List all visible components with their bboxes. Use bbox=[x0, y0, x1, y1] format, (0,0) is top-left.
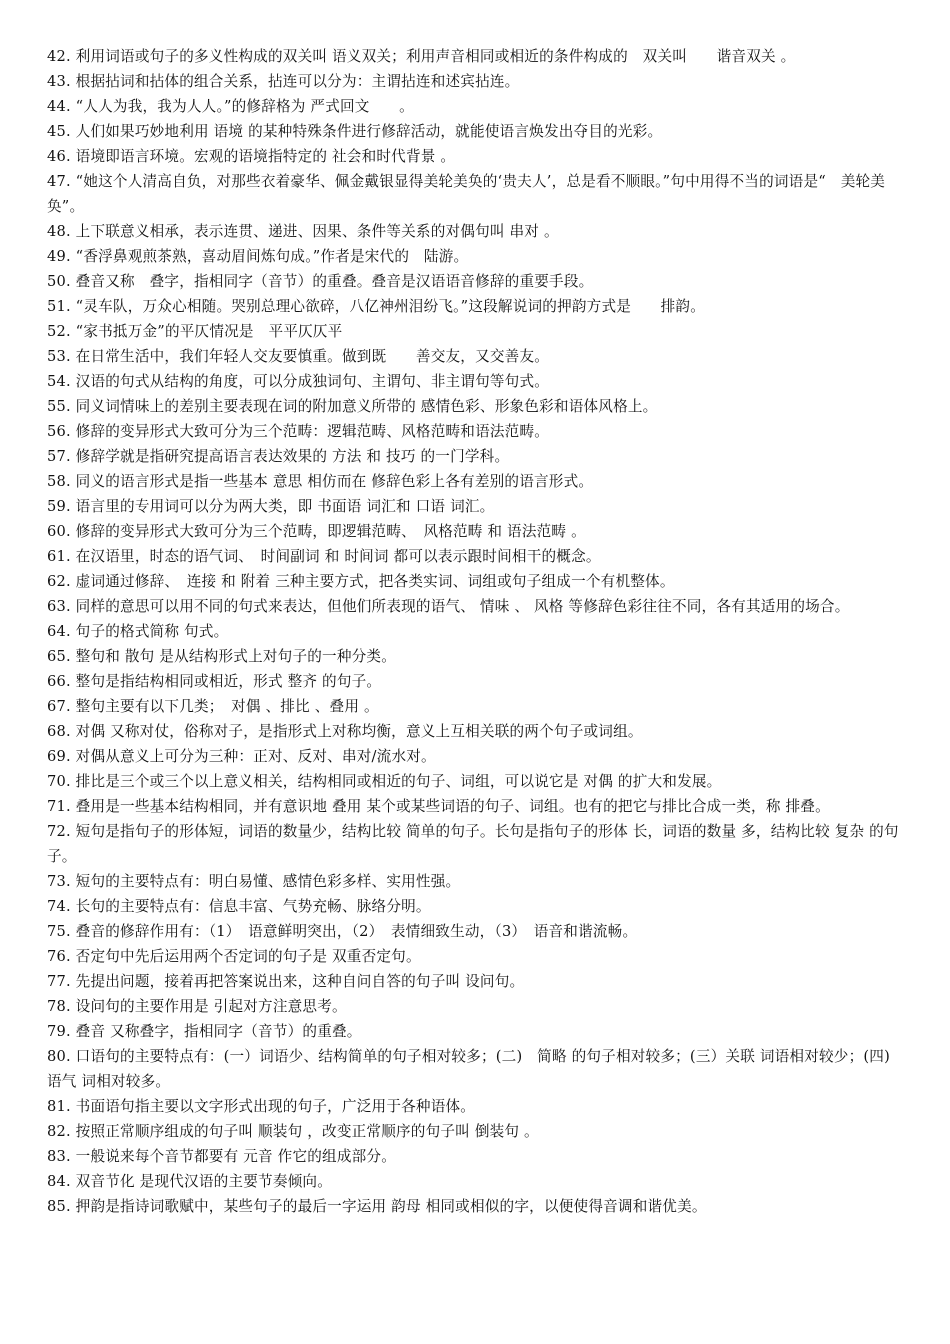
question-text: “灵车队，万众心相随。哭别总理心欲碎，八亿神州泪纷飞。”这段解说词的押韵方式是 排韵。 bbox=[75, 298, 706, 315]
question-number: 71. bbox=[47, 798, 71, 815]
question-item bbox=[47, 1194, 909, 1219]
question-number: 82. bbox=[47, 1123, 71, 1140]
question-item bbox=[47, 994, 909, 1019]
question-number: 54. bbox=[47, 373, 71, 390]
question-text: 叠音 又称叠字，指相同字（音节）的重叠。 bbox=[75, 1023, 362, 1040]
question-item bbox=[47, 1144, 909, 1169]
question-text: 对偶从意义上可分为三种：正对、反对、串对/流水对。 bbox=[75, 748, 436, 765]
document-body bbox=[47, 44, 909, 1219]
question-number: 60. bbox=[47, 523, 71, 540]
question-item bbox=[47, 919, 909, 944]
question-number: 74. bbox=[47, 898, 71, 915]
question-text: 在汉语里，时态的语气词、 时间副词 和 时间词 都可以表示跟时间相干的概念。 bbox=[75, 548, 601, 565]
question-item bbox=[47, 969, 909, 994]
question-text: 同义词情味上的差别主要表现在词的附加意义所带的 感情色彩、形象色彩和语体风格上。 bbox=[75, 398, 658, 415]
question-text: 叠音又称 叠字，指相同字（音节）的重叠。叠音是汉语语音修辞的重要手段。 bbox=[75, 273, 594, 290]
question-text: 句子的格式简称 句式。 bbox=[75, 623, 229, 640]
question-number: 79. bbox=[47, 1023, 71, 1040]
question-text: 口语句的主要特点有：(一）词语少、结构简单的句子相对较多；(二) 简略 的句子相对较多；(三）关联 词语相对较少；(四) 语气 词相对较多。 bbox=[47, 1048, 905, 1090]
question-text: 上下联意义相承，表示连贯、递进、因果、条件等关系的对偶句叫 串对 。 bbox=[75, 223, 559, 240]
question-text: 短句的主要特点有：明白易懂、感情色彩多样、实用性强。 bbox=[75, 873, 461, 890]
question-text: 一般说来每个音节都要有 元音 作它的组成部分。 bbox=[75, 1148, 397, 1165]
question-item bbox=[47, 444, 909, 469]
question-item bbox=[47, 1019, 909, 1044]
question-number: 55. bbox=[47, 398, 71, 415]
question-item bbox=[47, 119, 909, 144]
question-number: 64. bbox=[47, 623, 71, 640]
question-text: 对偶 又称对仗，俗称对子，是指形式上对称均衡，意义上互相关联的两个句子或词组。 bbox=[75, 723, 643, 740]
question-item bbox=[47, 669, 909, 694]
question-item bbox=[47, 94, 909, 119]
question-item bbox=[47, 44, 909, 69]
question-number: 45. bbox=[47, 123, 71, 140]
question-item bbox=[47, 744, 909, 769]
question-text: 双音节化 是现代汉语的主要节奏倾向。 bbox=[75, 1173, 332, 1190]
question-number: 80. bbox=[47, 1048, 71, 1065]
question-number: 46. bbox=[47, 148, 71, 165]
question-number: 85. bbox=[47, 1198, 71, 1215]
question-item bbox=[47, 694, 909, 719]
question-item bbox=[47, 594, 909, 619]
question-text: 同义的语言形式是指一些基本 意思 相仿而在 修辞色彩上各有差别的语言形式。 bbox=[75, 473, 594, 490]
question-item bbox=[47, 219, 909, 244]
question-text: “她这个人清高自负，对那些衣着豪华、佩金戴银显得美轮美奂的‘贵夫人’，总是看不顺眼。”句中用得不当的词语是“ 美轮美奂”。 bbox=[47, 173, 886, 215]
question-text: 设问句的主要作用是 引起对方注意思考。 bbox=[75, 998, 347, 1015]
question-item bbox=[47, 869, 909, 894]
question-number: 68. bbox=[47, 723, 71, 740]
question-text: “香浮鼻观煎茶熟，喜动眉间炼句成。”作者是宋代的 陆游。 bbox=[75, 248, 469, 265]
question-number: 81. bbox=[47, 1098, 71, 1115]
question-item bbox=[47, 1119, 909, 1144]
question-number: 53. bbox=[47, 348, 71, 365]
question-number: 83. bbox=[47, 1148, 71, 1165]
question-item bbox=[47, 794, 909, 819]
question-item bbox=[47, 344, 909, 369]
question-number: 52. bbox=[47, 323, 71, 340]
question-number: 51. bbox=[47, 298, 71, 315]
question-item bbox=[47, 419, 909, 444]
question-text: 整句主要有以下几类； 对偶 、排比 、叠用 。 bbox=[75, 698, 379, 715]
question-text: 语言里的专用词可以分为两大类，即 书面语 词汇和 口语 词汇。 bbox=[75, 498, 495, 515]
question-number: 75. bbox=[47, 923, 71, 940]
question-item bbox=[47, 469, 909, 494]
question-item bbox=[47, 244, 909, 269]
question-number: 43. bbox=[47, 73, 71, 90]
question-number: 65. bbox=[47, 648, 71, 665]
question-number: 58. bbox=[47, 473, 71, 490]
question-text: 修辞学就是指研究提高语言表达效果的 方法 和 技巧 的一门学科。 bbox=[75, 448, 510, 465]
question-number: 70. bbox=[47, 773, 71, 790]
question-number: 73. bbox=[47, 873, 71, 890]
question-item bbox=[47, 1094, 909, 1119]
question-text: 汉语的句式从结构的角度，可以分成独词句、主谓句、非主谓句等句式。 bbox=[75, 373, 550, 390]
question-item bbox=[47, 369, 909, 394]
question-text: 虚词通过修辞、 连接 和 附着 三种主要方式，把各类实词、词组或句子组成一个有机整体。 bbox=[75, 573, 675, 590]
question-number: 47. bbox=[47, 173, 71, 190]
question-item bbox=[47, 644, 909, 669]
question-number: 57. bbox=[47, 448, 71, 465]
question-text: “家书抵万金”的平仄情况是 平平仄仄平 bbox=[75, 323, 343, 340]
question-item bbox=[47, 269, 909, 294]
question-number: 49. bbox=[47, 248, 71, 265]
question-text: 先提出问题，接着再把答案说出来，这种自问自答的句子叫 设问句。 bbox=[75, 973, 525, 990]
question-text: 书面语句指主要以文字形式出现的句子，广泛用于各种语体。 bbox=[75, 1098, 476, 1115]
question-item bbox=[47, 569, 909, 594]
question-text: 整句是指结构相同或相近，形式 整齐 的句子。 bbox=[75, 673, 382, 690]
question-text: “人人为我，我为人人。”的修辞格为 严式回文 。 bbox=[75, 98, 414, 115]
question-text: 押韵是指诗词歌赋中，某些句子的最后一字运用 韵母 相同或相似的字，以便使得音调和谐优美。 bbox=[75, 1198, 707, 1215]
question-number: 77. bbox=[47, 973, 71, 990]
question-number: 59. bbox=[47, 498, 71, 515]
question-number: 76. bbox=[47, 948, 71, 965]
question-number: 61. bbox=[47, 548, 71, 565]
question-number: 50. bbox=[47, 273, 71, 290]
question-number: 48. bbox=[47, 223, 71, 240]
question-number: 72. bbox=[47, 823, 71, 840]
question-number: 56. bbox=[47, 423, 71, 440]
question-text: 在日常生活中，我们年轻人交友要慎重。做到既 善交友，又交善友。 bbox=[75, 348, 550, 365]
question-text: 长句的主要特点有：信息丰富、气势充畅、脉络分明。 bbox=[75, 898, 431, 915]
question-item bbox=[47, 1169, 909, 1194]
question-number: 63. bbox=[47, 598, 71, 615]
question-number: 44. bbox=[47, 98, 71, 115]
question-text: 叠音的修辞作用有：（1） 语意鲜明突出，（2） 表情细致生动，（3） 语音和谐流畅。 bbox=[75, 923, 638, 940]
question-text: 按照正常顺序组成的句子叫 顺装句 ，改变正常顺序的句子叫 倒装句 。 bbox=[75, 1123, 539, 1140]
question-number: 67. bbox=[47, 698, 71, 715]
question-number: 62. bbox=[47, 573, 71, 590]
question-item bbox=[47, 169, 909, 219]
question-item bbox=[47, 544, 909, 569]
question-text: 利用词语或句子的多义性构成的双关叫 语义双关；利用声音相同或相近的条件构成的 双关叫 谐音双关 。 bbox=[75, 48, 796, 65]
question-item bbox=[47, 619, 909, 644]
question-text: 排比是三个或三个以上意义相关，结构相同或相近的句子、词组，可以说它是 对偶 的扩大和发展。 bbox=[75, 773, 722, 790]
question-item bbox=[47, 1044, 909, 1094]
question-number: 42. bbox=[47, 48, 71, 65]
question-item bbox=[47, 819, 909, 869]
question-number: 69. bbox=[47, 748, 71, 765]
question-item bbox=[47, 719, 909, 744]
question-number: 84. bbox=[47, 1173, 71, 1190]
question-text: 人们如果巧妙地利用 语境 的某种特殊条件进行修辞活动，就能使语言焕发出夺目的光彩。 bbox=[75, 123, 663, 140]
question-item bbox=[47, 144, 909, 169]
question-text: 修辞的变异形式大致可分为三个范畴：逻辑范畴、风格范畴和语法范畴。 bbox=[75, 423, 550, 440]
question-item bbox=[47, 894, 909, 919]
question-item bbox=[47, 394, 909, 419]
question-number: 78. bbox=[47, 998, 71, 1015]
question-item bbox=[47, 944, 909, 969]
question-item bbox=[47, 769, 909, 794]
question-text: 语境即语言环境。宏观的语境指特定的 社会和时代背景 。 bbox=[75, 148, 456, 165]
question-item bbox=[47, 519, 909, 544]
question-text: 修辞的变异形式大致可分为三个范畴，即逻辑范畴、 风格范畴 和 语法范畴 。 bbox=[75, 523, 586, 540]
question-text: 整句和 散句 是从结构形式上对句子的一种分类。 bbox=[75, 648, 397, 665]
question-text: 否定句中先后运用两个否定词的句子是 双重否定句。 bbox=[75, 948, 421, 965]
question-text: 叠用是一些基本结构相同，并有意识地 叠用 某个或某些词语的句子、词组。也有的把它与排比合成一类，称 排叠。 bbox=[75, 798, 830, 815]
question-item bbox=[47, 69, 909, 94]
question-text: 同样的意思可以用不同的句式来表达，但他们所表现的语气、 情味 、 风格 等修辞色彩往往不同，各有其适用的场合。 bbox=[75, 598, 850, 615]
question-text: 根据拈词和拈体的组合关系，拈连可以分为：主谓拈连和述宾拈连。 bbox=[75, 73, 520, 90]
question-item bbox=[47, 294, 909, 319]
question-item bbox=[47, 494, 909, 519]
question-number: 66. bbox=[47, 673, 71, 690]
question-item bbox=[47, 319, 909, 344]
question-text: 短句是指句子的形体短，词语的数量少，结构比较 简单的句子。长句是指句子的形体 长，词语的数量 多，结构比较 复杂 的句子。 bbox=[47, 823, 899, 865]
